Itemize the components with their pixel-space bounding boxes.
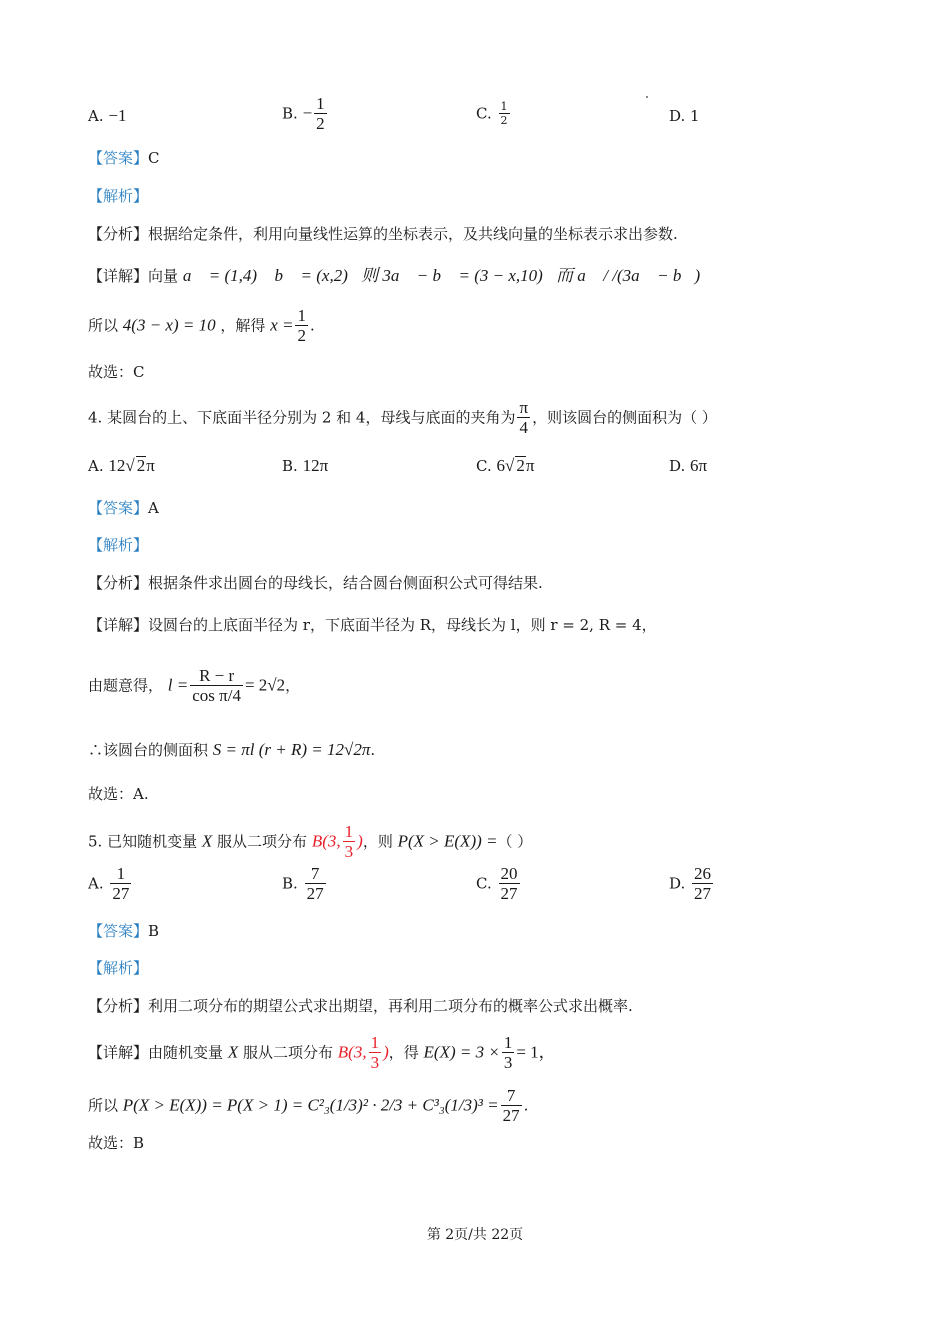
q3-fenxi: 【分析】根据给定条件，利用向量线性运算的坐标表示，及共线向量的坐标表示求出参数. (88, 225, 678, 243)
q3-option-c-fraction: $\frac{1}{2}$ (500, 100, 508, 127)
q4-detail-1: 【详解】设圆台的上底面半径为 r，下底面半径为 R，母线长为 l，则 r = 2, R = 4， (88, 616, 657, 634)
q3-option-c: C. $\frac{1}{2}$ (476, 100, 508, 127)
q3-option-b-fraction: $\frac{1}{2}$ (316, 94, 325, 133)
q5-conclusion: 故选：B (88, 1134, 145, 1152)
q5-option-d: D. $\frac{26}{27}$ (669, 864, 712, 903)
q4-option-b: B. 12π (282, 456, 329, 475)
q4-analysis-tag: 【解析】 (88, 536, 149, 554)
q3-option-d: D. 1 (669, 107, 700, 125)
q3-analysis-tag: 【解析】 (88, 187, 149, 205)
q5-stem: 5. 已知随机变量 X 服从二项分布 B(3, $\frac{1}{3}$ )，则 P(X > E(X)) =（ ） (88, 822, 533, 861)
q4-answer: 【答案】A (88, 499, 159, 517)
q4-option-c: C. 6√ 2π (476, 456, 535, 475)
q5-analysis-tag: 【解析】 (88, 959, 149, 977)
q5-answer: 【答案】B (88, 922, 160, 940)
q3-option-a: A. −1 (88, 106, 127, 125)
q3-conclusion: 故选：C (88, 363, 145, 381)
q4-option-a: A. 12√ 2π (88, 456, 155, 475)
q4-fenxi: 【分析】根据条件求出圆台的母线长，结合圆台侧面积公式可得结果. (88, 574, 543, 592)
q4-conclusion: 故选：A. (88, 785, 149, 803)
q4-stem: 4. 某圆台的上、下底面半径分别为 2 和 4，母线与底面的夹角为 $\frac{\pi}{4}$ ，则该圆台的侧面积为（ ） (88, 398, 717, 437)
q5-detail-2: 所以 P(X > E(X)) = P(X > 1) = C²₃(1/3)² · 2/3 + C³₃(1/3)³ = $\frac{7}{27}$ . (88, 1086, 529, 1125)
q5-option-c: C. $\frac{20}{27}$ (476, 864, 518, 903)
q5-option-a: A. $\frac{1}{27}$ (88, 864, 130, 903)
q3-answer: 【答案】C (88, 149, 160, 167)
q4-detail-2: 由题意得， l = $\frac{R - r}{\text{cos π/4}}$ = 2√2， (88, 666, 301, 705)
q5-detail-1: 【详解】由随机变量 X 服从二项分布 B(3, $\frac{1}{3}$ )，得 E(X) = 3 × $\frac{1}{3}$ = 1， (88, 1033, 556, 1072)
page-footer: 第 2页/共 22页 (426, 1227, 524, 1243)
q3-detail-1: 【详解】向量 a⃗ = (1,4)， b⃗ = (x,2)，则 3a⃗ − b⃗ = (3 − x,10)，而 a⃗ / /(3a⃗ − b⃗)， (88, 266, 714, 285)
q4-option-d: D. 6π (669, 456, 708, 475)
q5-option-b: B. $\frac{7}{27}$ (282, 864, 324, 903)
q3-option-b: B. − $\frac{1}{2}$ (282, 94, 325, 133)
stray-dot (646, 96, 648, 98)
q5-fenxi: 【分析】利用二项分布的期望公式求出期望，再利用二项分布的概率公式求出概率. (88, 997, 633, 1015)
q4-detail-3: ∴该圆台的侧面积 S = πl (r + R) = 12√2π. (88, 740, 376, 759)
q3-detail-2: 所以 4(3 − x) = 10 ，解得 x = $\frac{1}{2}$ . (88, 306, 315, 345)
q3-option-a-value: −1 (108, 106, 127, 125)
